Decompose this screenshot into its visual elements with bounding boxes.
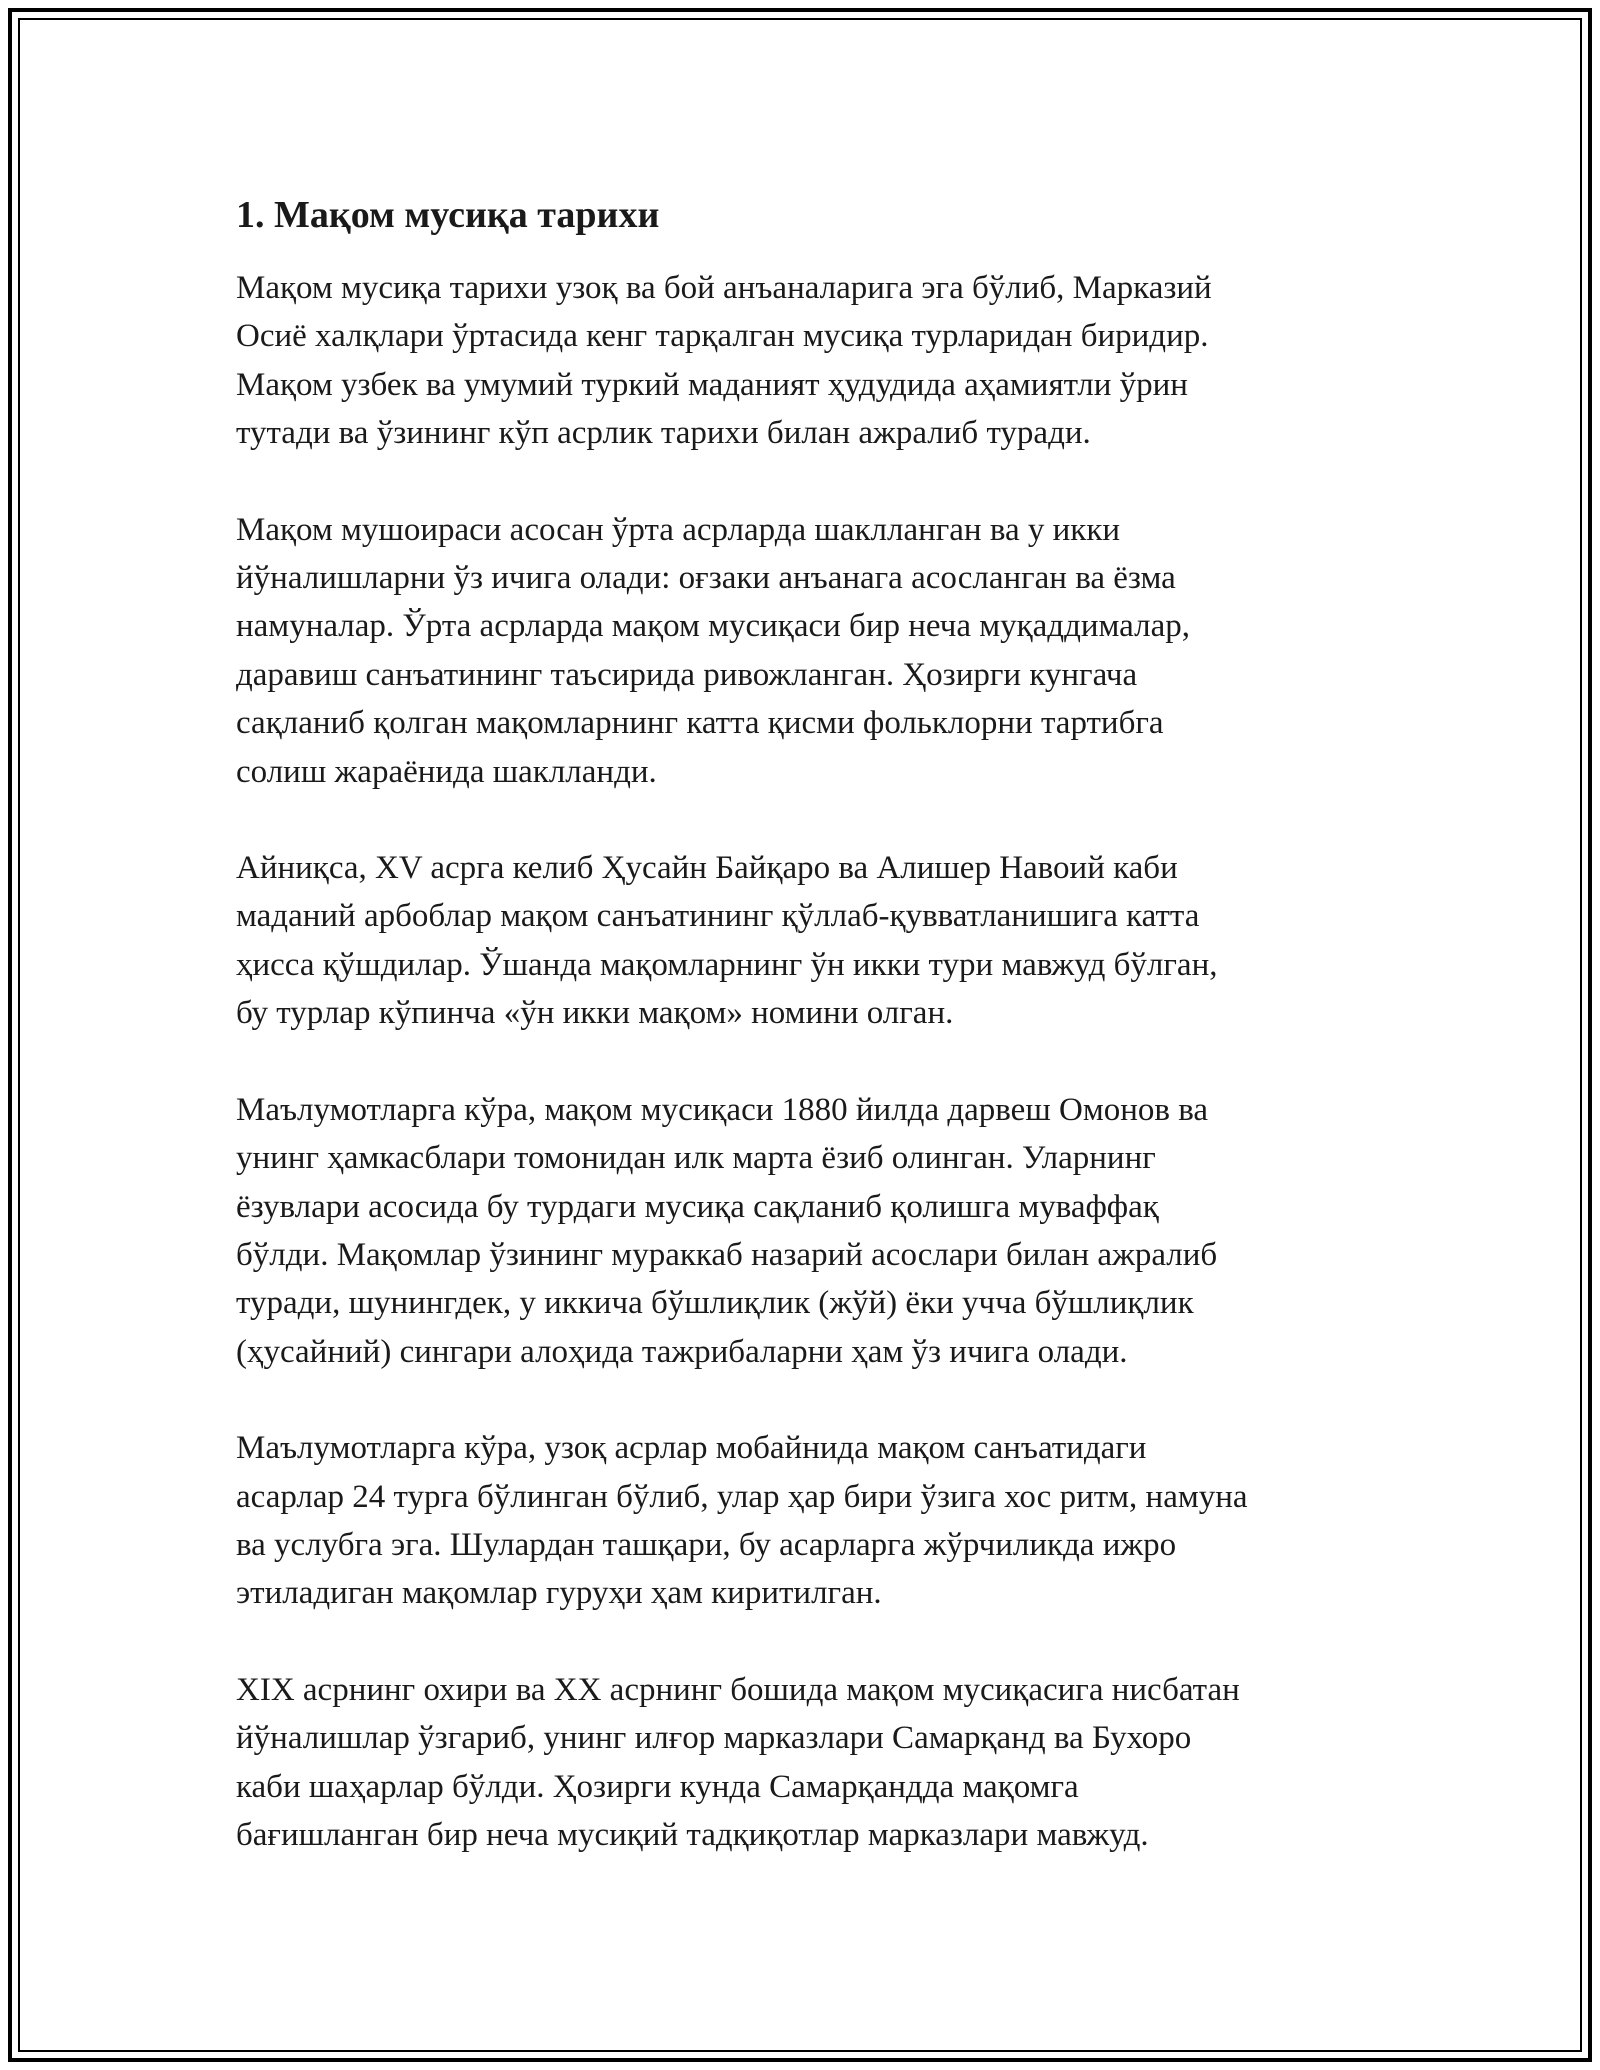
- paragraph-line: бўлди. Мақомлар ўзининг мураккаб назарий асослари билан ажралиб: [236, 1236, 1218, 1273]
- paragraph-line: XIX асрнинг охири ва XX асрнинг бошида мақом мусиқасига нисбатан: [236, 1671, 1240, 1708]
- paragraph-line: йўналишлар ўзгариб, унинг илғор марказлари Самарқанд ва Бухоро: [236, 1720, 1192, 1757]
- paragraph-line: Мақом узбек ва умумий туркий маданият ҳудудида аҳамиятли ўрин: [236, 366, 1188, 403]
- paragraph: [236, 1424, 1386, 1618]
- paragraph-line: унинг ҳамкасблари томонидан илк марта ёзиб олинган. Уларнинг: [236, 1140, 1156, 1177]
- paragraph: [236, 1666, 1386, 1860]
- paragraph-line: бағишланган бир неча мусиқий тадқиқотлар марказлари мавжуд.: [236, 1816, 1149, 1853]
- paragraph-line: йўналишларни ўз ичига олади: оғзаки анъанага асосланган ва ёзма: [236, 560, 1176, 597]
- paragraph: [236, 264, 1386, 458]
- paragraph-line: ва услубга эга. Шулардан ташқари, бу асарларга жўрчиликда ижро: [236, 1526, 1177, 1563]
- paragraph-line: этиладиган мақомлар гуруҳи ҳам киритилган.: [236, 1575, 882, 1612]
- paragraph-line: туради, шунингдек, у иккича бўшлиқлик (жўй) ёки учча бўшлиқлик: [236, 1285, 1194, 1322]
- paragraph-line: Мақом мусиқа тарихи узоқ ва бой анъаналарига эга бўлиб, Марказий: [236, 270, 1212, 306]
- paragraph-line: асарлар 24 турга бўлинган бўлиб, улар ҳар бири ўзига хос ритм, намуна: [236, 1478, 1248, 1515]
- paragraph-line: Мақом мушоираси асосан ўрта асрларда шаклланган ва у икки: [236, 511, 1121, 548]
- paragraph-line: даравиш санъатининг таъсирида ривожланган. Ҳозирги кунгача: [236, 656, 1138, 693]
- paragraph: [236, 1086, 1386, 1376]
- paragraph-line: намуналар. Ўрта асрларда мақом мусиқаси бир неча муқаддималар,: [236, 608, 1190, 645]
- section-title: 1. Мақом мусиқа тарихи: [236, 194, 660, 236]
- paragraph-line: Маълумотларга кўра, узоқ асрлар мобайнида мақом санъатидаги: [236, 1430, 1147, 1467]
- paragraph: [236, 844, 1386, 1038]
- paragraph-line: бу турлар кўпинча «ўн икки мақом» номини олган.: [236, 995, 954, 1032]
- paragraph-line: сақланиб қолган мақомларнинг катта қисми фольклорни тартибга: [236, 705, 1164, 742]
- paragraph-line: маданий арбоблар мақом санъатининг қўллаб-қувватланишига катта: [236, 898, 1200, 935]
- paragraph-line: ҳисса қўшдилар. Ўшанда мақомларнинг ўн икки тури мавжуд бўлган,: [236, 946, 1218, 983]
- paragraph: [236, 506, 1386, 796]
- paragraph-line: (ҳусайний) сингари алоҳида тажрибаларни ҳам ўз ичига олади.: [236, 1333, 1128, 1370]
- paragraph-line: каби шаҳарлар бўлди. Ҳозирги кунда Самарқандда мақомга: [236, 1768, 1079, 1805]
- paragraph-line: Айниқса, XV асрга келиб Ҳусайн Байқаро ва Алишер Навоий каби: [236, 850, 1178, 887]
- paragraph-line: солиш жараёнида шаклланди.: [236, 753, 657, 790]
- document-body: [236, 186, 1386, 1907]
- paragraph-list: [236, 264, 1386, 1859]
- paragraph-line: тутади ва ўзининг кўп асрлик тарихи билан ажралиб туради.: [236, 415, 1091, 452]
- paragraph-line: ёзувлари асосида бу турдаги мусиқа сақланиб қолишга муваффақ: [236, 1188, 1159, 1225]
- paragraph-line: Осиё халқлари ўртасида кенг тарқалган мусиқа турларидан биридир.: [236, 318, 1209, 355]
- paragraph-line: Маълумотларга кўра, мақом мусиқаси 1880 йилда дарвеш Омонов ва: [236, 1091, 1208, 1128]
